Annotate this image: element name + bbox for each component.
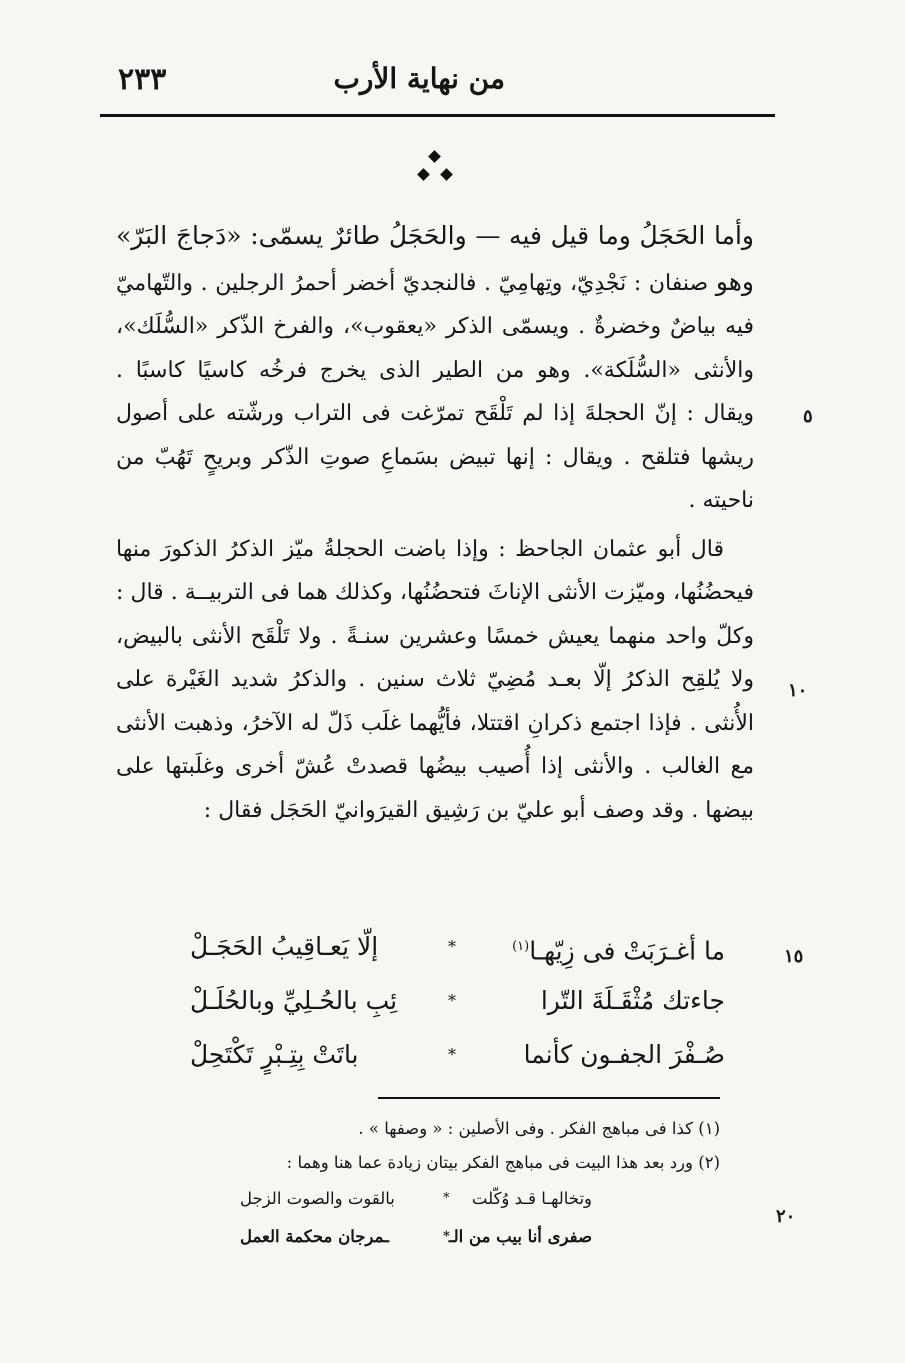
footnote-2: (٢) ورد بعد هذا البيت فى مباهج الفكر بيتان زيادة عما هنا وهما : — [286, 1153, 720, 1172]
verse-first-hemistich: صُـفْرَ الجفـون كأنما — [523, 1040, 725, 1069]
verse-separator-star-icon: * — [443, 1191, 450, 1206]
text-line: فى التراب ورشّته على أصول ريشها فتلقح . ويقال : إنها تبيض بسَماعِ صوتِ — [116, 401, 754, 470]
paragraph-jahiz-quote — [116, 528, 754, 833]
verse-second-hemistich: باتَتْ بِتِـبْرٍ تَكْتَحِلْ — [190, 1040, 359, 1069]
text-line: فأيُّهما غلَب ذَلّ له الآخرُ، وذهبت الأنثى مع الغالب . والأنثى إذا أُصيب بيضُها — [116, 710, 754, 779]
footnote-rule — [378, 1097, 720, 1099]
text-line: وميّزت الأنثى الإناثَ فتحضُنُها، وكذلك هما فى التربيــة . قال : وكلّ واحد منهما — [116, 580, 754, 649]
running-head — [100, 62, 775, 102]
text-line: وهو من الطير الذى يخرج فرخُه كاسيًا كاسبًا . ويقال : إنّ الحجلةَ إذا لم تَلْقَح تمرّغت — [116, 357, 755, 426]
paragraph-hajal-intro — [116, 214, 754, 523]
verse-separator-star-icon: * — [448, 991, 456, 1010]
line-number: ٢٠ — [776, 1206, 796, 1227]
footnote-1: (١) كذا فى مباهج الفكر . وفى الأصلين : « وصفها » . — [358, 1119, 720, 1138]
verse-separator-star-icon: * — [443, 1229, 450, 1244]
text-line: مُضِيّ ثلاث سنين . والذكرُ شديد الغَيْرة على الأُنثى . فإذا اجتمع ذكرانِ اقتتلا، — [116, 667, 755, 736]
text-line: قال أبو عثمان الجاحظ : وإذا باضت الحجلةُ ميّز الذكرُ الذكورَ منها فيحضُنُها، — [116, 536, 754, 605]
footnote-marker: (١) — [512, 939, 530, 954]
verse-first-hemistich: صفرى أنا بيب من الـ — [448, 1227, 592, 1246]
text-line: وخضرةٌ . ويسمّى الذكر «يعقوب»، والفرخ الذّكر «السُّلَك»، والأنثى «السُّلَكة». — [116, 314, 754, 383]
verse-second-hemistich: بالقوت والصوت الزجل — [240, 1189, 395, 1208]
three-diamond-fleuron-icon — [415, 152, 455, 192]
verse-second-hemistich: إلّا يَعـاقِيبُ الحَجَـلْ — [190, 932, 379, 961]
text-line: يعيش خمسًا وعشرين سنـةً . ولا تَلْقَح الأنثى بالبيض، ولا يُلقِح الذكرُ إلّا بعـد — [116, 623, 755, 692]
text-line: صنفان : نَجْدِيّ، وتِهامِيّ . فالنجديّ أخضر أحمرُ الرجلين . والتّهاميّ فيه بياضٌ — [116, 270, 755, 339]
verse-separator-star-icon: * — [448, 937, 456, 956]
line-number: ١٠ — [788, 680, 808, 701]
text-line: الذّكر وبريحٍ تَهُبّ من ناحيته . — [116, 444, 754, 513]
footnote-verse — [200, 1180, 720, 1218]
poem-verse — [180, 974, 725, 1028]
header-rule — [100, 114, 775, 117]
verse-first-hemistich: وتخالهـا قـد وُكّلت — [471, 1189, 592, 1208]
text-line: قصدتْ عُشّ أخرى وغلَبتها على بيضها . وقد وصف أبو عليّ بن رَشِيق القيرَوانيّ — [116, 754, 754, 823]
verse-separator-star-icon: * — [448, 1045, 456, 1064]
line-number: ١٥ — [784, 946, 804, 967]
poem — [180, 920, 725, 1082]
poem-verse — [180, 1028, 725, 1082]
line-number: ٥ — [803, 406, 813, 427]
text-line: الحَجَل فقال : — [203, 797, 328, 823]
verse-second-hemistich: ئِبِ بالحُـلِيِّ وبالحُلَـلْ — [190, 986, 398, 1015]
verse-second-hemistich: ـمرجان محكمة العمل — [240, 1227, 389, 1246]
footnote-verse — [200, 1218, 720, 1256]
footnotes — [200, 1112, 720, 1256]
verse-first-hemistich: جاءتك مُثْقَـلَةَ التّرا — [540, 986, 725, 1015]
running-title: من نهاية الأرب — [333, 62, 505, 95]
main-text — [116, 214, 754, 832]
section-heading-line: وأما الحَجَلُ وما قيل فيه — والحَجَلُ طائرٌ يسمّى: «دَجاجَ البَرّ» وهو — [116, 221, 754, 296]
verse-first-hemistich: ما أغـرَبَتْ فى زِيّهـا$^{(١)}$ — [512, 936, 725, 966]
page-number: ٢٣٣ — [118, 62, 167, 97]
poem-verse — [180, 920, 725, 974]
